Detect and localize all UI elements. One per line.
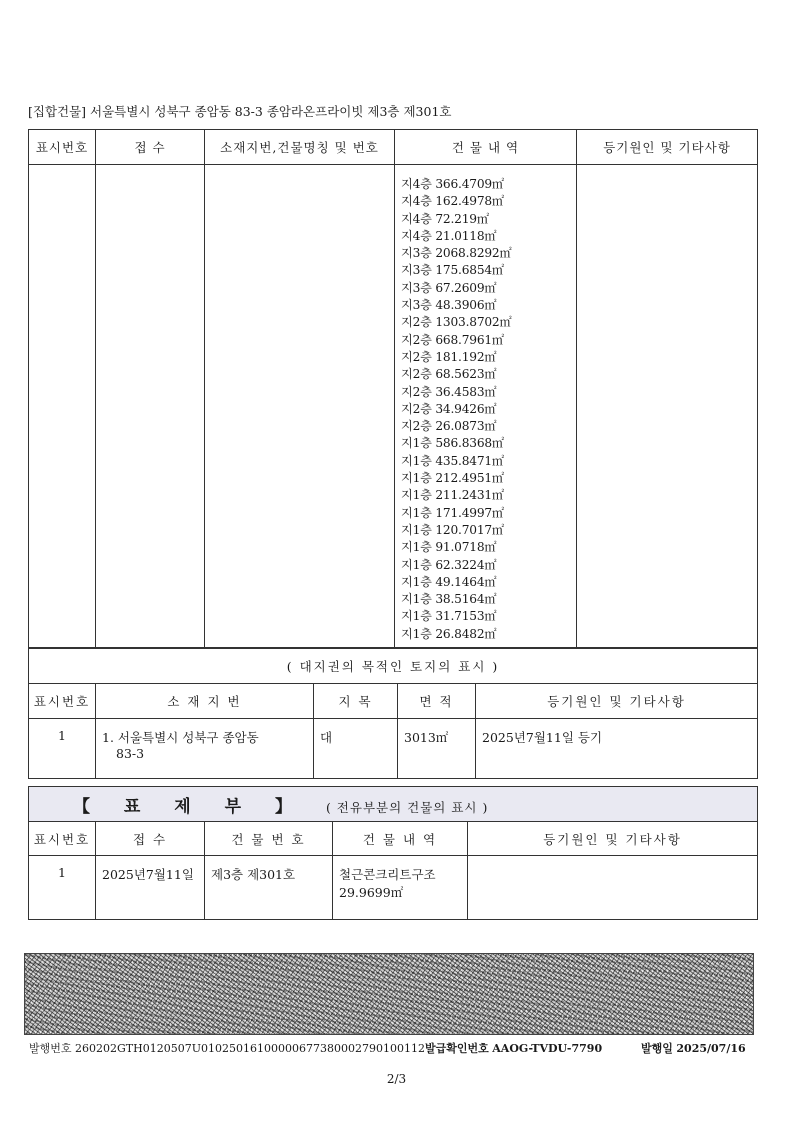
floor-area-list bbox=[395, 165, 576, 643]
table-row bbox=[29, 856, 758, 920]
land-address bbox=[96, 719, 314, 779]
cell-no bbox=[29, 165, 96, 648]
floor-area-item: 지1층 212.4951㎡ bbox=[401, 471, 504, 486]
floor-area-item: 지1층 211.2431㎡ bbox=[401, 488, 504, 503]
issue-number-value: 260202GTH0120507U01025016100000677380002790100112 bbox=[75, 1042, 425, 1055]
issue-number-label: 발행번호 bbox=[29, 1042, 72, 1055]
floor-area-item: 지1층 586.8368㎡ bbox=[401, 436, 504, 451]
confirmation-label: 발급확인번호 bbox=[425, 1042, 489, 1055]
unit-header-received: 접 수 bbox=[96, 822, 205, 856]
unit-header-details: 건 물 내 역 bbox=[333, 822, 468, 856]
floor-area-item: 지3층 2068.8292㎡ bbox=[401, 246, 512, 261]
land-header-no: 표시번호 bbox=[29, 684, 96, 719]
floor-area-item: 지4층 21.0118㎡ bbox=[401, 228, 497, 243]
unit-details-line1: 철근콘크리트구조 bbox=[339, 867, 436, 882]
unit-received: 2025년7월11일 bbox=[96, 856, 205, 920]
cell-location bbox=[205, 165, 395, 648]
confirmation-number bbox=[425, 1040, 602, 1056]
floor-area-item: 지2층 36.4583㎡ bbox=[401, 384, 497, 399]
building-table bbox=[28, 129, 758, 648]
confirmation-value: AAOG-TVDU-7790 bbox=[492, 1042, 603, 1055]
col-header-no: 표시번호 bbox=[29, 130, 96, 165]
land-header-area: 면 적 bbox=[398, 684, 476, 719]
floor-area-item: 지1층 435.8471㎡ bbox=[401, 453, 504, 468]
col-header-details: 건 물 내 역 bbox=[395, 130, 577, 165]
land-header-address: 소 재 지 번 bbox=[96, 684, 314, 719]
land-table-title: ( 대지권의 목적인 토지의 표시 ) bbox=[29, 649, 758, 684]
land-cause: 2025년7월11일 등기 bbox=[476, 719, 758, 779]
floor-area-item: 지2층 181.192㎡ bbox=[401, 349, 497, 364]
floor-area-item: 지1층 120.7017㎡ bbox=[401, 522, 504, 537]
floor-area-item: 지2층 1303.8702㎡ bbox=[401, 315, 512, 330]
floor-area-item: 지2층 68.5623㎡ bbox=[401, 367, 497, 382]
unit-building-no: 제3층 제301호 bbox=[205, 856, 333, 920]
floor-area-item: 지4층 162.4978㎡ bbox=[401, 194, 504, 209]
floor-area-item: 지1층 49.1464㎡ bbox=[401, 574, 497, 589]
issue-date bbox=[641, 1040, 746, 1056]
cell-received bbox=[96, 165, 205, 648]
unit-details bbox=[333, 856, 468, 920]
building-table-body bbox=[29, 165, 758, 648]
land-header-category: 지 목 bbox=[314, 684, 398, 719]
col-header-cause: 등기원인 및 기타사항 bbox=[577, 130, 758, 165]
col-header-location: 소재지번,건물명칭 및 번호 bbox=[205, 130, 395, 165]
unit-table-title: 【 표 제 부 】 bbox=[73, 796, 306, 817]
floor-area-item: 지1층 31.7153㎡ bbox=[401, 609, 497, 624]
cell-details bbox=[395, 165, 577, 648]
floor-area-item: 지1층 171.4997㎡ bbox=[401, 505, 504, 520]
document-header: [집합건물] 서울특별시 성북구 종암동 83-3 종암라온프라이빗 제3층 제301호 bbox=[28, 104, 452, 119]
issue-number bbox=[29, 1040, 425, 1056]
unit-table-header bbox=[29, 822, 758, 856]
col-header-received: 접 수 bbox=[96, 130, 205, 165]
land-table-header bbox=[29, 684, 758, 719]
floor-area-item: 지3층 175.6854㎡ bbox=[401, 263, 504, 278]
land-address-line1: 1. 서울특별시 성북구 종암동 bbox=[102, 730, 259, 745]
table-row bbox=[29, 719, 758, 779]
floor-area-item: 지1층 62.3224㎡ bbox=[401, 557, 497, 572]
unit-header-building-no: 건 물 번 호 bbox=[205, 822, 333, 856]
floor-area-item: 지1층 38.5164㎡ bbox=[401, 592, 497, 607]
unit-no: 1 bbox=[29, 856, 96, 920]
floor-area-item: 지4층 72.219㎡ bbox=[401, 211, 489, 226]
floor-area-item: 지2층 34.9426㎡ bbox=[401, 401, 497, 416]
unit-table-subtitle: ( 전유부분의 건물의 표시 ) bbox=[325, 799, 489, 815]
unit-cause bbox=[468, 856, 758, 920]
land-address-line2: 83-3 bbox=[116, 746, 145, 761]
floor-area-item: 지3층 48.3906㎡ bbox=[401, 298, 497, 313]
floor-area-item: 지2층 668.7961㎡ bbox=[401, 332, 504, 347]
land-category: 대 bbox=[314, 719, 398, 779]
land-no: 1 bbox=[29, 719, 96, 779]
unit-table bbox=[28, 786, 758, 920]
floor-area-item: 지3층 67.2609㎡ bbox=[401, 280, 497, 295]
floor-area-item: 지4층 366.4709㎡ bbox=[401, 177, 504, 191]
floor-area-item: 지2층 26.0873㎡ bbox=[401, 419, 497, 434]
security-noise-pattern bbox=[24, 953, 754, 1035]
land-header-cause: 등기원인 및 기타사항 bbox=[476, 684, 758, 719]
issue-date-label: 발행일 bbox=[641, 1042, 673, 1055]
unit-table-band bbox=[29, 787, 758, 822]
floor-area-item: 지1층 26.8482㎡ bbox=[401, 626, 497, 641]
issue-date-value: 2025/07/16 bbox=[676, 1042, 746, 1055]
unit-details-line2: 29.9699㎡ bbox=[339, 885, 404, 900]
unit-header-cause: 등기원인 및 기타사항 bbox=[468, 822, 758, 856]
cell-cause bbox=[577, 165, 758, 648]
building-table-header bbox=[29, 130, 758, 165]
page-number: 2/3 bbox=[386, 1072, 407, 1086]
unit-header-no: 표시번호 bbox=[29, 822, 96, 856]
land-table bbox=[28, 648, 758, 779]
land-area: 3013㎡ bbox=[398, 719, 476, 779]
floor-area-item: 지1층 91.0718㎡ bbox=[401, 540, 497, 555]
